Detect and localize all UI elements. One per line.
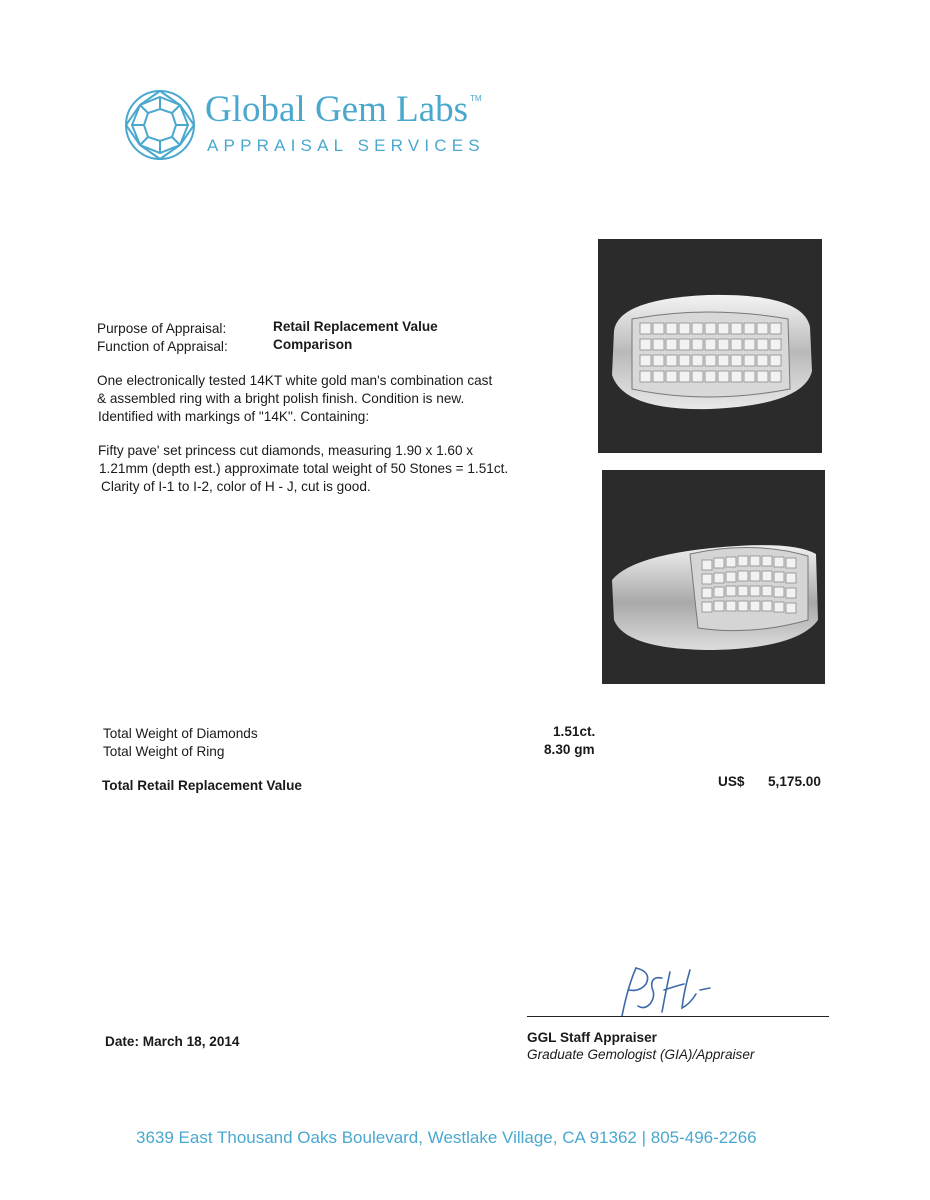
total-ring-label: Total Weight of Ring (103, 744, 225, 759)
logo-mark (124, 89, 196, 161)
purpose-label: Purpose of Appraisal: (97, 321, 227, 336)
diamond-line: 1.21mm (depth est.) approximate total weight of 50 Stones = 1.51ct. (99, 461, 509, 476)
currency-label: US$ (718, 774, 745, 789)
description-line: One electronically tested 14KT white gold man's combination cast (97, 373, 493, 388)
description-line: & assembled ring with a bright polish finish. Condition is new. (97, 391, 465, 406)
function-value: Comparison (273, 337, 353, 352)
total-diamonds-label: Total Weight of Diamonds (103, 726, 258, 741)
signature-line (527, 1016, 829, 1017)
retail-value-label: Total Retail Replacement Value (102, 778, 302, 793)
signature-date: Date: March 18, 2014 (105, 1034, 240, 1049)
total-diamonds-value: 1.51ct. (553, 724, 596, 739)
description-line: Identified with markings of "14K". Containing: (98, 409, 370, 424)
diamond-line: Clarity of I-1 to I-2, color of H - J, cut is good. (101, 479, 371, 494)
address-footer: 3639 East Thousand Oaks Boulevard, Westlake Village, CA 91362 | 805-496-2266 (136, 1128, 757, 1147)
brand-tagline: APPRAISAL SERVICES (207, 136, 485, 155)
ring-description (97, 372, 492, 423)
appraiser-title: Graduate Gemologist (GIA)/Appraiser (527, 1047, 755, 1062)
trademark-mark: TM (470, 94, 482, 103)
appraiser-signature (600, 964, 730, 1024)
ring-photo-front (598, 239, 822, 453)
function-label: Function of Appraisal: (97, 339, 228, 354)
diamond-line: Fifty pave' set princess cut diamonds, measuring 1.90 x 1.60 x (98, 443, 474, 458)
brand-name-text: Global Gem Labs (205, 89, 469, 130)
purpose-value: Retail Replacement Value (273, 319, 438, 334)
retail-value-amount: 5,175.00 (768, 774, 821, 789)
appraiser-name: GGL Staff Appraiser (527, 1030, 657, 1045)
diamond-description (98, 442, 507, 493)
total-ring-value: 8.30 gm (544, 742, 595, 757)
brand-name (205, 88, 482, 131)
ring-photo-angled (602, 470, 825, 684)
